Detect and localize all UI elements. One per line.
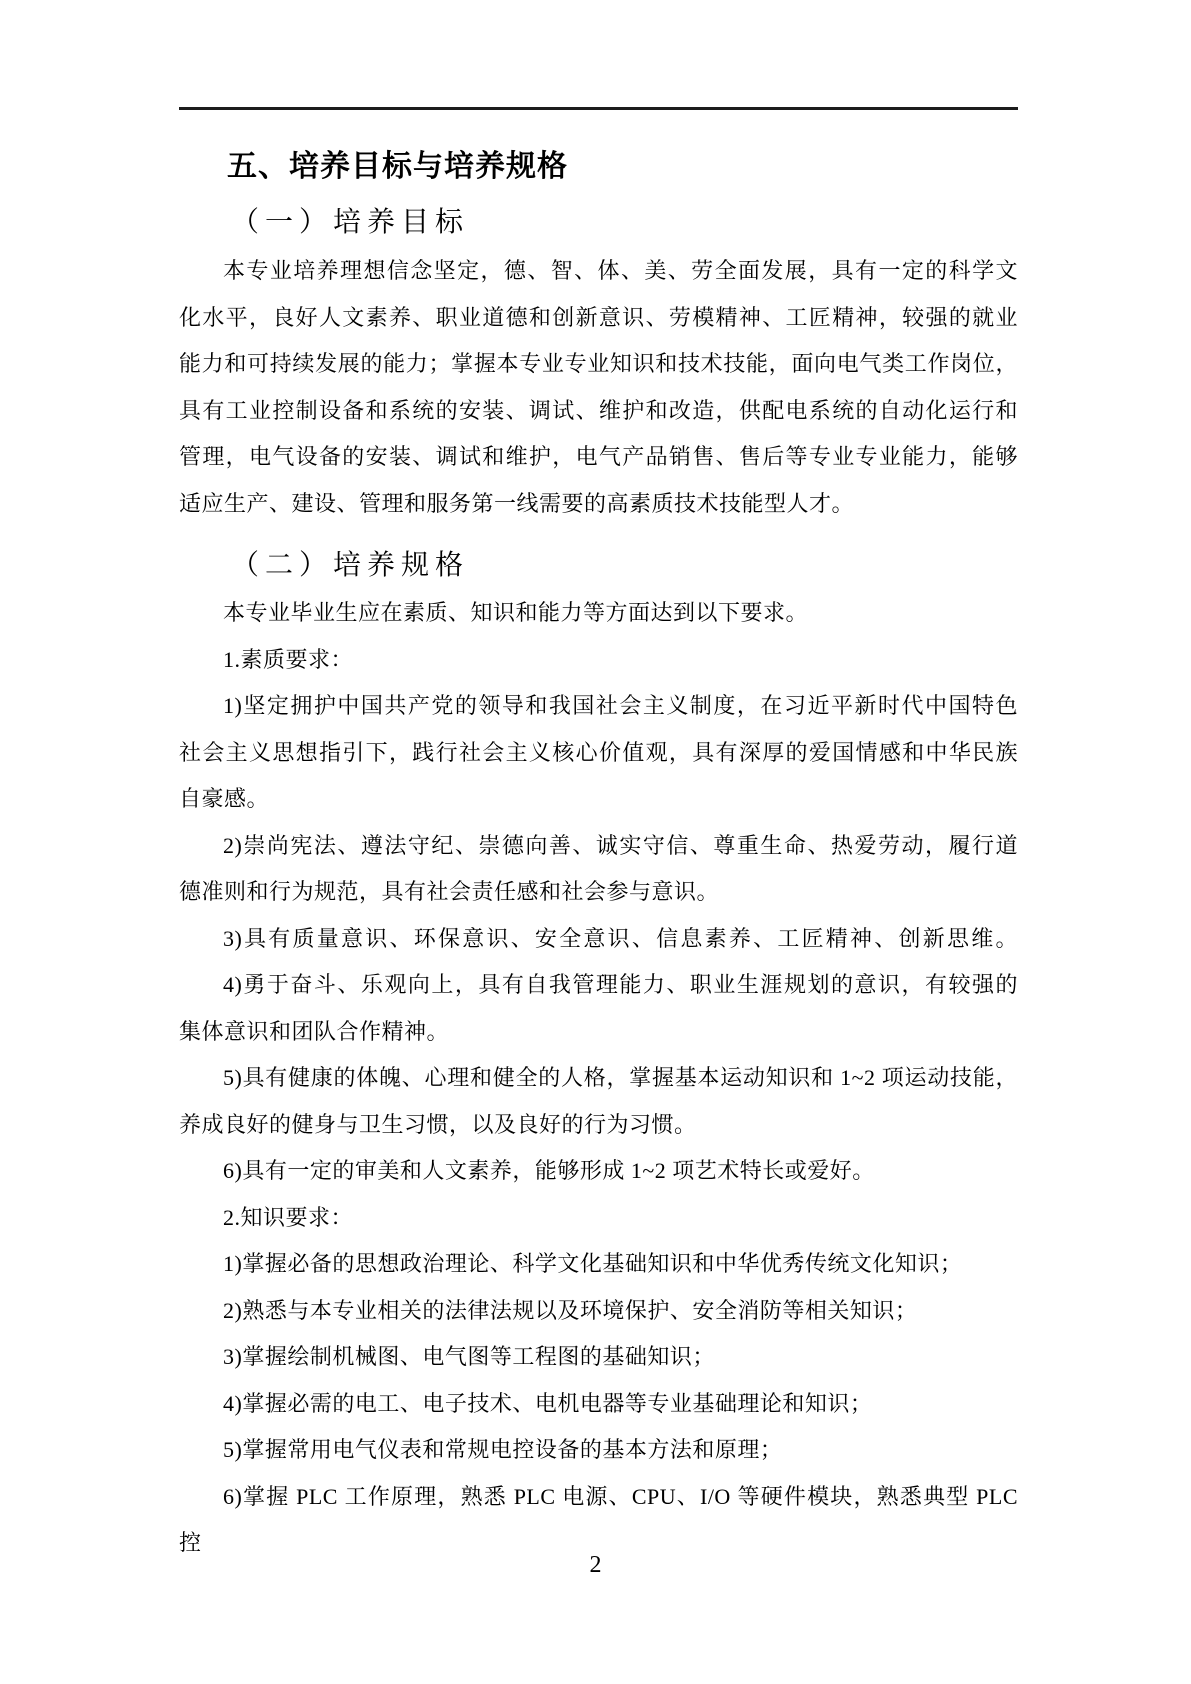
text-line: 1)掌握必备的思想政治理论、科学文化基础知识和中华优秀传统文化知识； [223,1251,963,1276]
header-rule [179,107,1018,110]
text-line: 2)熟悉与本专业相关的法律法规以及环境保护、安全消防等相关知识； [223,1297,918,1323]
text-line: 德准则和行为规范，具有社会责任感和社会参与意识。 [179,879,720,904]
quality-requirements-heading: 1.素质要求： [223,646,354,672]
text-line: 社会主义思想指引下，践行社会主义核心价值观，具有深厚的爱国情感和中华民族 [179,739,1018,765]
paragraph-training-specs [179,590,1018,1567]
text-line: 能力和可持续发展的能力；掌握本专业专业知识和技术技能，面向电气类工作岗位， [179,351,1018,376]
page-content [179,107,1018,1567]
text-line: 集体意识和团队合作精神。 [179,1018,450,1044]
text-line: 本专业培养理想信念坚定，德、智、体、美、劳全面发展，具有一定的科学文 [223,258,1018,283]
text-line: 自豪感。 [179,786,270,811]
paragraph-training-objective [179,248,1018,527]
text-line: 5)掌握常用电气仪表和常规电控设备的基本方法和原理； [223,1437,783,1462]
text-line: 1)坚定拥护中国共产党的领导和我国社会主义制度，在习近平新时代中国特色 [223,693,1018,718]
section-title: 五、培养目标与培养规格 [227,149,568,184]
text-line: 2)崇尚宪法、遵法守纪、崇德向善、诚实守信、尊重生命、热爱劳动，履行道 [223,832,1018,858]
text-line: 本专业毕业生应在素质、知识和能力等方面达到以下要求。 [223,600,809,625]
text-line: 6)掌握 PLC 工作原理，熟悉 PLC 电源、CPU、I/O 等硬件模块，熟悉典型 PLC 控 [179,1483,1018,1555]
text-line: 5)具有健康的体魄、心理和健全的人格，掌握基本运动知识和 1~2 项运动技能， [223,1065,1018,1090]
text-line: 管理，电气设备的安装、调试和维护，电气产品销售、售后等专业专业能力，能够 [179,444,1018,469]
text-line: 养成良好的健身与卫生习惯，以及良好的行为习惯。 [179,1111,697,1137]
text-line: 3)掌握绘制机械图、电气图等工程图的基础知识； [223,1344,715,1369]
text-line: 具有工业控制设备和系统的安装、调试、维护和改造，供配电系统的自动化运行和 [179,397,1018,423]
text-line: 3)具有质量意识、环保意识、安全意识、信息素养、工匠精神、创新思维。 [223,925,1018,951]
text-line: 6)具有一定的审美和人文素养，能够形成 1~2 项艺术特长或爱好。 [223,1158,875,1183]
page-number: 2 [589,1552,602,1578]
text-line: 适应生产、建设、管理和服务第一线需要的高素质技术技能型人才。 [179,490,855,516]
text-line: 4)勇于奋斗、乐观向上，具有自我管理能力、职业生涯规划的意识，有较强的 [223,972,1018,997]
knowledge-requirements-heading: 2.知识要求： [223,1204,354,1230]
text-line: 化水平，良好人文素养、职业道德和创新意识、劳模精神、工匠精神，较强的就业 [179,304,1018,330]
subsection-1-heading: （一）培养目标 [231,207,470,238]
text-line: 4)掌握必需的电工、电子技术、电机电器等专业基础理论和知识； [223,1390,873,1416]
subsection-2-heading: （二）培养规格 [231,550,470,581]
